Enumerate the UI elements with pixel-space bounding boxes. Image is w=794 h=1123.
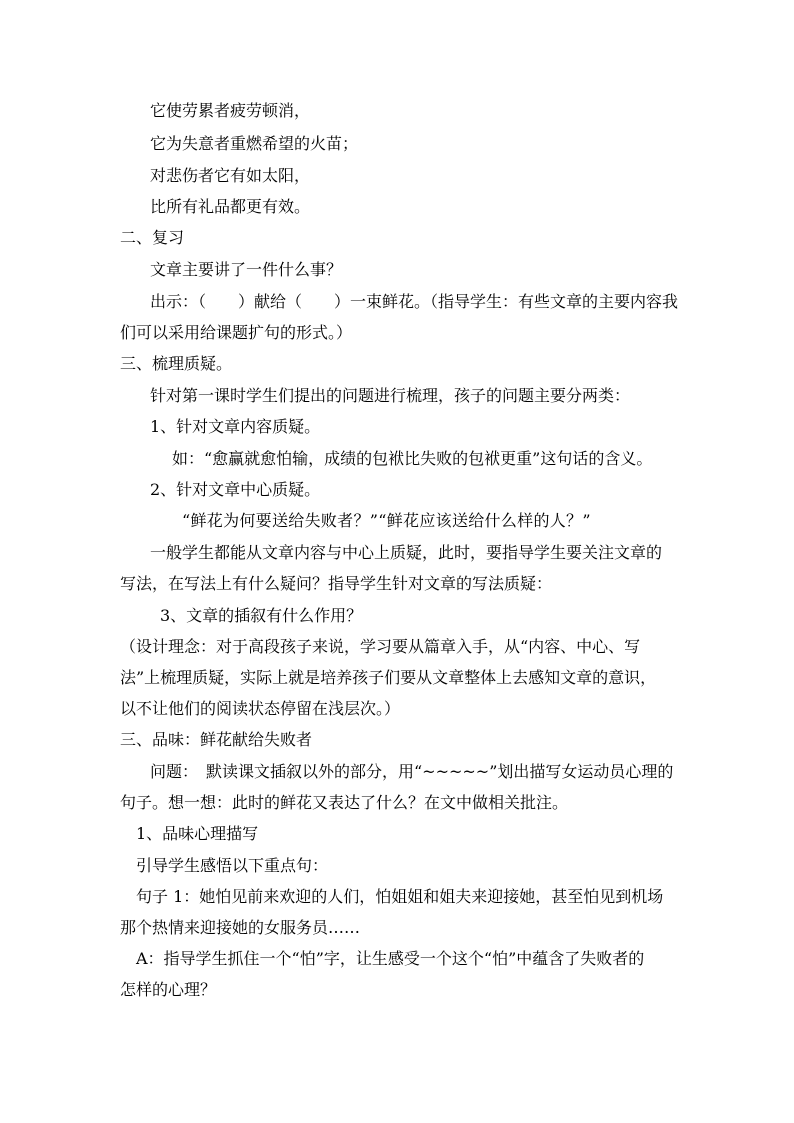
paragraph-line: 句子。想一想：此时的鲜花又表达了什么？在文中做相关批注。	[120, 793, 569, 812]
list-item: 1、针对文章内容质疑。	[150, 417, 321, 436]
list-item: 2、针对文章中心质疑。	[150, 480, 321, 499]
section-heading-question-sorting: 三、梳理质疑。	[120, 354, 233, 373]
poem-line-1: 它使劳累者疲劳顿消，	[150, 101, 311, 120]
poem-line-4: 比所有礼品都更有效。	[150, 197, 311, 216]
quote-line: “鲜花为何要送给失败者？”“鲜花应该送给什么样的人？”	[182, 511, 591, 530]
sentence-line: 那个热情来迎接她的女服务员……	[120, 918, 361, 937]
design-note-line: （设计理念：对于高段孩子来说，学习要从篇章入手，从“内容、中心、写	[120, 637, 641, 656]
paragraph-line: 出示：（ ）献给（ ）一束鲜花。（指导学生：有些文章的主要内容我	[150, 292, 679, 311]
paragraph-line: 文章主要讲了一件什么事？	[150, 260, 343, 279]
design-note-line: 以不让他们的阅读状态停留在浅层次。）	[120, 699, 401, 718]
poem-line-3: 对悲伤者它有如太阳，	[150, 166, 311, 185]
paragraph-line: A：指导学生抓住一个“怕”字，让生感受一个这个“怕”中蕴含了失败者的	[136, 949, 645, 968]
paragraph-line: 怎样的心理？	[120, 980, 217, 999]
poem-line-2: 它为失意者重燃希望的火苗；	[150, 134, 359, 153]
list-item: 1、品味心理描写	[136, 824, 259, 843]
paragraph-line: 问题： 默读课文插叙以外的部分，用“~~~~~”划出描写女运动员心理的	[150, 762, 674, 781]
section-heading-appreciation: 三、品味：鲜花献给失败者	[120, 730, 313, 749]
sentence-line: 句子 1：她怕见前来欢迎的人们，怕姐姐和姐夫来迎接她，甚至怕见到机场	[136, 887, 664, 906]
paragraph-line: 针对第一课时学生们提出的问题进行梳理，孩子的问题主要分两类：	[150, 386, 631, 405]
section-heading-review: 二、复习	[120, 228, 185, 247]
paragraph-line: 引导学生感悟以下重点句：	[136, 856, 329, 875]
example-line: 如：“愈赢就愈怕输，成绩的包袱比失败的包袱更重”这句话的含义。	[172, 449, 653, 468]
design-note-line: 法”上梳理质疑，实际上就是培养孩子们要从文章整体上去感知文章的意识，	[120, 668, 657, 687]
paragraph-line: 写法，在写法上有什么疑问？指导学生针对文章的写法质疑：	[120, 574, 553, 593]
paragraph-line: 一般学生都能从文章内容与中心上质疑，此时，要指导学生要关注文章的	[150, 543, 663, 562]
list-item: 3、文章的插叙有什么作用？	[160, 606, 363, 625]
paragraph-line: 们可以采用给课题扩句的形式。）	[120, 323, 353, 342]
